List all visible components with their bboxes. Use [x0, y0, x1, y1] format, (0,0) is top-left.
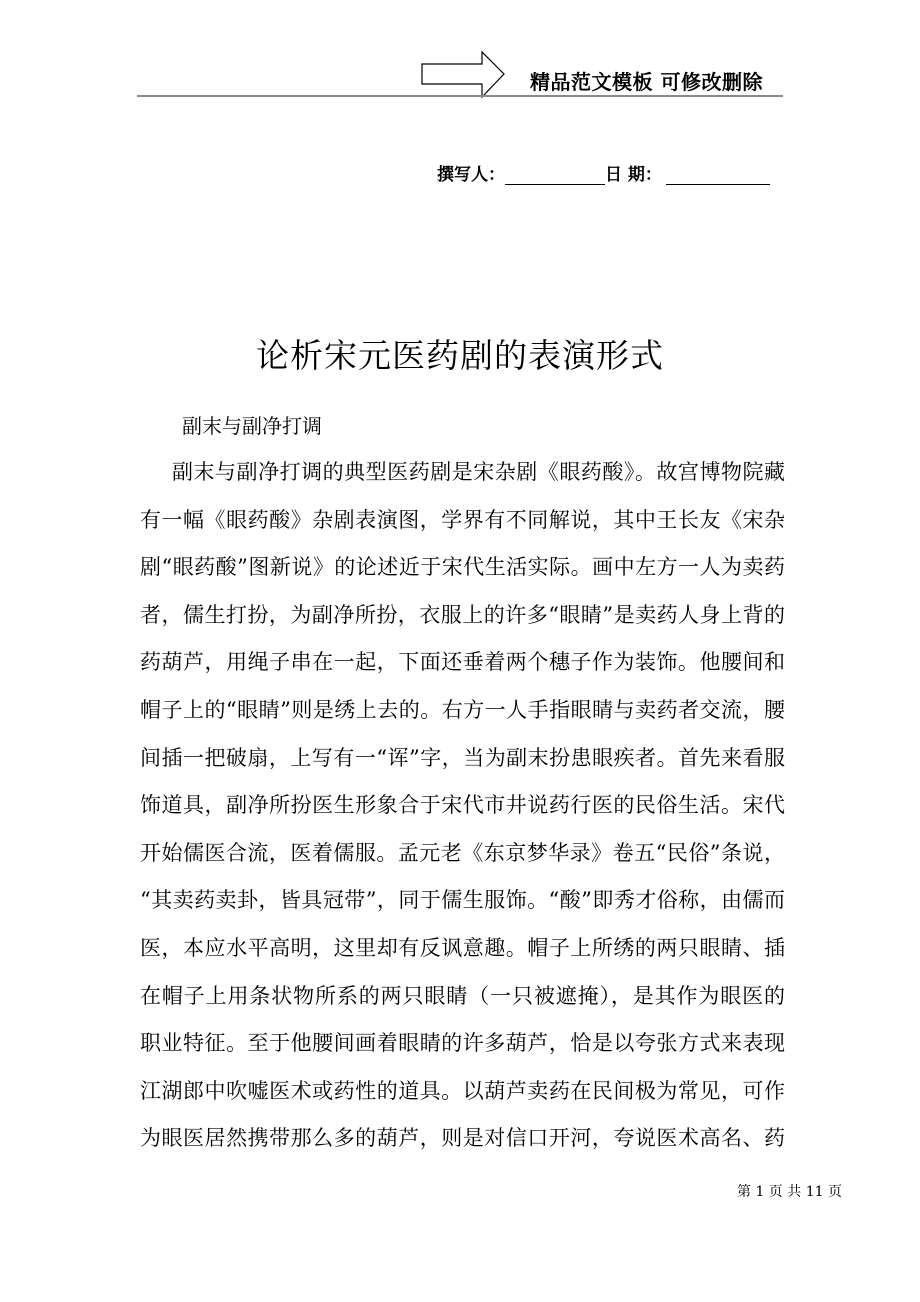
body-line: 饰道具，副净所扮医生形象合于宋代市井说药行医的民俗生活。宋代	[140, 793, 785, 818]
date-label: 日 期：	[605, 165, 662, 185]
body-line: 帽子上的“眼睛”则是绣上去的。右方一人手指眼睛与卖药者交流，腰	[140, 698, 785, 722]
author-blank	[505, 164, 605, 185]
header-divider	[137, 95, 783, 97]
body-line: 副末与副净打调的典型医药剧是宋杂剧《眼药酸》。故宫博物院藏	[172, 460, 785, 484]
body-line: 职业特征。至于他腰间画着眼睛的许多葫芦，恰是以夸张方式来表现	[140, 1031, 785, 1056]
page-indicator: 第 1 页 共 11 页	[737, 1184, 842, 1200]
author-label: 撰写人：	[437, 165, 505, 185]
body-line: 有一幅《眼药酸》杂剧表演图，学界有不同解说，其中王长友《宋杂	[140, 507, 785, 532]
right-arrow-icon	[420, 50, 506, 100]
body-line: 者，儒生打扮，为副净所扮，衣服上的许多“眼睛”是卖药人身上背的	[140, 602, 785, 627]
template-banner-text: 精品范文模板 可修改删除	[530, 70, 763, 94]
body-line: 在帽子上用条状物所系的两只眼睛（一只被遮掩），是其作为眼医的	[140, 983, 785, 1008]
date-blank	[666, 164, 770, 185]
body-line: 剧“眼药酸”图新说》的论述近于宋代生活实际。画中左方一人为卖药	[140, 555, 785, 580]
body-line: 间插一把破扇，上写有一“诨”字，当为副末扮患眼疾者。首先来看服	[140, 745, 785, 770]
body-line: “其卖药卖卦，皆具冠带”，同于儒生服饰。“酸”即秀才俗称，由儒而	[140, 888, 785, 913]
body-line: 药葫芦，用绳子串在一起，下面还垂着两个穗子作为装饰。他腰间和	[140, 650, 785, 675]
section-heading: 副末与副净打调	[182, 414, 322, 438]
document-title: 论析宋元医药剧的表演形式	[256, 336, 664, 375]
body-line: 江湖郎中吹嘘医术或药性的道具。以葫芦卖药在民间极为常见，可作	[140, 1078, 785, 1103]
body-line: 医，本应水平高明，这里却有反讽意趣。帽子上所绣的两只眼睛、插	[140, 936, 785, 960]
body-line: 为眼医居然携带那么多的葫芦，则是对信口开河，夸说医术高名、药	[140, 1126, 785, 1151]
body-line: 开始儒医合流，医着儒服。孟元老《东京梦华录》卷五“民俗”条说，	[140, 840, 785, 865]
author-date-line	[437, 160, 770, 185]
